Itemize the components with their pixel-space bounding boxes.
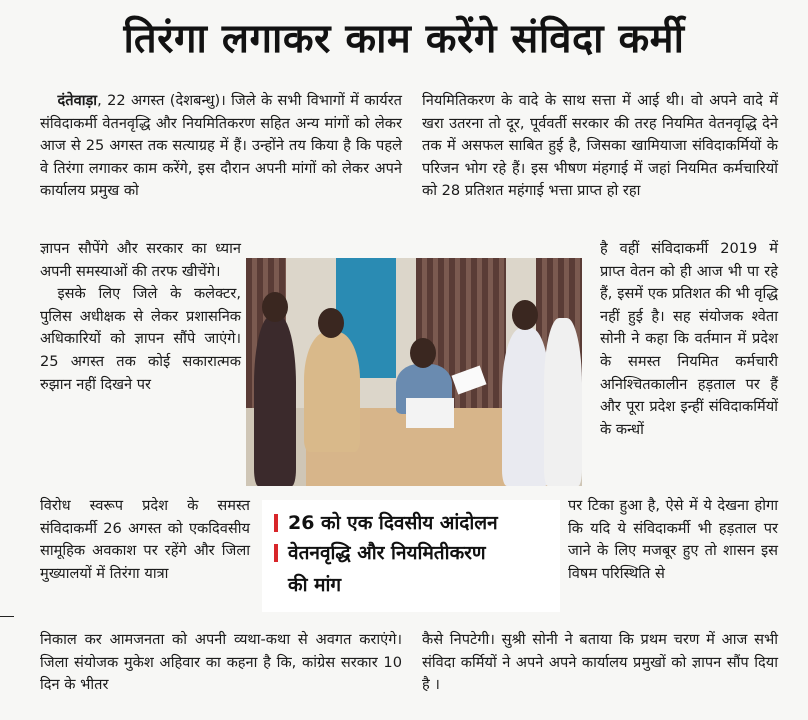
- margin-mark: [0, 616, 14, 617]
- article-column-1-top: [40, 90, 402, 203]
- headline: तिरंगा लगाकर काम करेंगे संविदा कर्मी: [123, 16, 685, 62]
- article-text: विरोध स्वरूप प्रदेश के समस्त संविदाकर्मी 26 अगस्त को एकदिवसीय सामूहिक अवकाश पर रहेंगे और जिला मुख्यालयों में तिरंगा यात्रा: [40, 497, 250, 582]
- pull-quote-line-2: [274, 540, 486, 566]
- pull-quote-text: 26 को एक दिवसीय आंदोलन: [288, 512, 498, 534]
- article-text: है वहीं संविदाकर्मी 2019 में प्राप्त वेतन को ही आज भी पा रहे हैं, इसमें एक प्रतिशत की भी वृद्धि नहीं हुई है। सह संयोजक श्वेता सोनी ने कहा कि वर्तमान में प्रदेश के समस्त नियमित कर्मचारी अनिश्चितकालीन हड़ताल पर हैं और पूरा प्रदेश इन्हीं संविदाकर्मियों के कन्धों: [600, 240, 778, 438]
- pull-quote-text: वेतनवृद्धि और नियमितीकरण: [288, 542, 486, 564]
- article-column-2-bottom: [422, 629, 778, 697]
- article-text: , 22 अगस्त (देशबन्धु)। जिले के सभी विभागों में कार्यरत संविदाकर्मी वेतनवृद्धि और नियमितिकरण सहित अन्य मांगों को लेकर आज से 25 अगस्त तक सत्याग्रह में हैं। उन्होंने तय किया है कि पहले वे तिरंगा लगाकर काम करेंगे, इस दौरान अपनी मांगों को लेकर अपने कार्यालय प्रमुख को: [40, 92, 402, 200]
- article-column-2-top: [422, 90, 778, 203]
- article-text: कैसे निपटेगी। सुश्री सोनी ने बताया कि प्रथम चरण में आज सभी संविदा कर्मियों ने अपने अपने कार्यालय प्रमुखों को ज्ञापन सौंप दिया है ।: [422, 631, 778, 694]
- pull-quote-line-1: [274, 510, 498, 536]
- article-column-1-bottom: [40, 629, 402, 697]
- news-photo: [246, 258, 582, 486]
- article-text: पर टिका हुआ है, ऐसे में ये देखना होगा कि यदि ये संविदाकर्मी भी हड़ताल पर जाने के लिए मजबूर हुए तो शासन इस विषम परिस्थिति से: [568, 497, 778, 582]
- article-column-2-right-of-photo: [600, 238, 778, 441]
- dateline-place: दंतेवाड़ा: [57, 92, 98, 109]
- article-text: निकाल कर आमजनता को अपनी व्यथा-कथा से अवगत कराएंगे। जिला संयोजक मुकेश अहिवार का कहना है कि, कांग्रेस सरकार 10 दिन के भीतर: [40, 631, 402, 694]
- red-bullet-bar: [274, 544, 278, 562]
- red-bullet-bar: [274, 514, 278, 532]
- article-text: इसके लिए जिले के कलेक्टर, पुलिस अधीक्षक से लेकर प्रशासनिक अधिकारियों को ज्ञापन सौंपे जाएंगे। 25 अगस्त तक कोई सकारात्मक रुझान नहीं दिखने पर: [40, 285, 241, 393]
- article-text: नियमितिकरण के वादे के साथ सत्ता में आई थी। वो अपने वादे में खरा उतरना तो दूर, पूर्ववर्ती सरकार की तरह नियमित वेतनवृद्धि देने तक में असफल साबित हुई है, जिसका खामियाजा संविदाकर्मियों के परिजन भोग रहे हैं। इस भीषण मंहगाई में जहां नियमित कर्मचारियों को 28 प्रतिशत महंगाई भत्ता प्राप्त हो रहा: [422, 92, 778, 200]
- article-column-1-left-of-photo: [40, 238, 241, 396]
- pull-quote-text: की मांग: [288, 574, 342, 596]
- pull-quote-line-3: [288, 572, 341, 598]
- pull-quote-box: [262, 500, 560, 612]
- article-text: ज्ञापन सौपेंगे और सरकार का ध्यान अपनी समस्याओं की तरफ खीचेंगे।: [40, 240, 241, 280]
- article-column-2-right-of-callout: [568, 495, 778, 585]
- article-column-1-left-of-callout: [40, 495, 250, 585]
